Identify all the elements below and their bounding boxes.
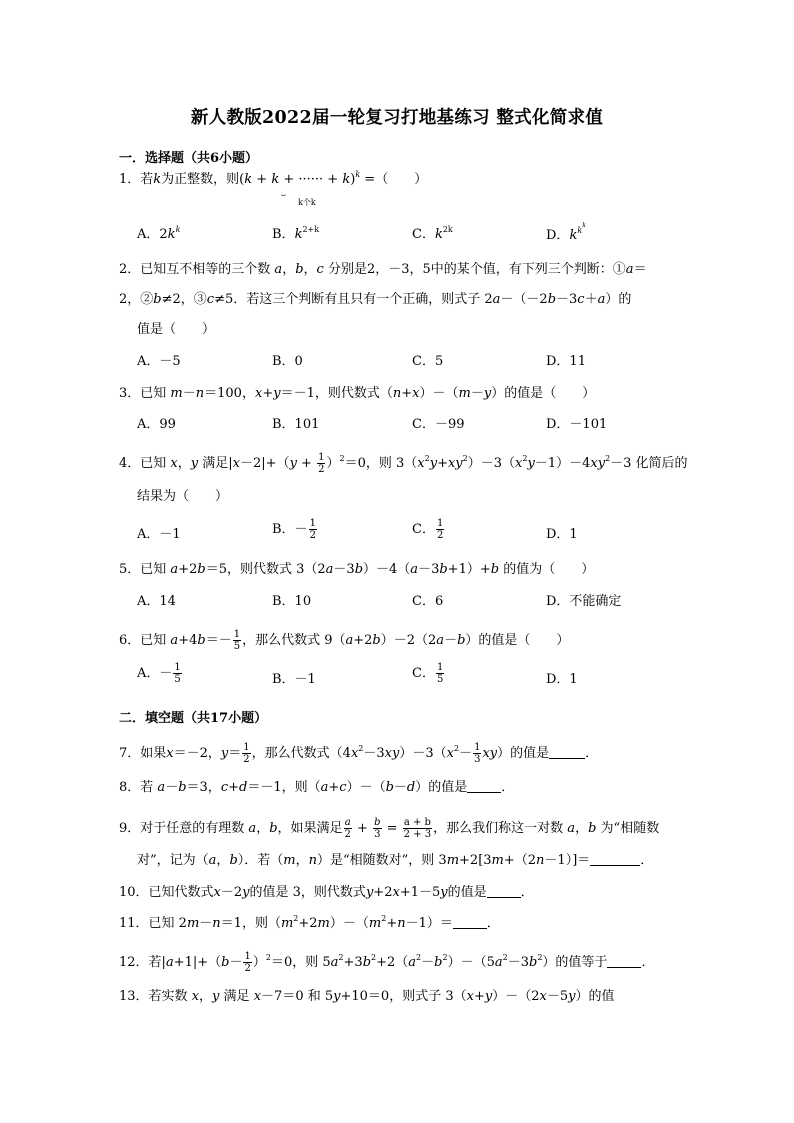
question-8: 8．若 a－b＝3，c+d＝－1，则（a+c）－（b－d）的值是 ． <box>119 780 515 795</box>
q1-option-d: D．$k^{k^k}$ <box>546 222 586 243</box>
q2-option-d: D．11 <box>546 354 586 369</box>
question-2-line-2: 2，②b≠2，③c≠5．若这三个判断有且只有一个正确，则式子 2a－（－2b－3c＋a）的 <box>119 292 632 307</box>
q3-option-a: A．99 <box>137 417 176 432</box>
underbrace-caption: k个k <box>298 198 316 207</box>
question-9-line-1: 9．对于任意的有理数 a，b，如果满足 $\frac{a}{2}$ + $\frac{b}{3}$ = $\frac{a + b}{2 + 3}$ ，那么我们称这一对数 a，b 为“相随数 <box>119 817 660 840</box>
q5-option-c: C．6 <box>412 594 444 609</box>
question-2-line-3: 值是（ ） <box>137 322 216 337</box>
answer-blank[interactable] <box>487 885 521 898</box>
q5-option-a: A．14 <box>137 594 176 609</box>
question-2-line-1: 2．已知互不相等的三个数 a，b，c 分别是2，－3，5中的某个值，有下列三个判断：①a＝ <box>119 262 647 277</box>
answer-blank[interactable] <box>607 955 641 968</box>
q2-option-a: A．－5 <box>137 354 181 369</box>
q4-option-d: D．1 <box>546 527 578 542</box>
answer-blank[interactable] <box>467 780 501 793</box>
question-10: 10．已知代数式x－2y的值是 3，则代数式y+2x+1－5y的值是 ． <box>119 885 534 900</box>
q4-option-b: B．－ $\frac{1}{2}$ <box>272 518 316 541</box>
q6-option-d: D．1 <box>546 672 578 687</box>
q6-option-b: B．－1 <box>272 672 316 687</box>
question-12: 12．若|a+1|+（b－ $\frac{1}{2}$ ）$^2$＝0，则 $5a^2+3b^2+2(a^2-b^2)-(5a^2-3b^2)$的值等于 ． <box>119 951 655 974</box>
q5-option-b: B．10 <box>272 594 312 609</box>
q2-option-c: C．5 <box>412 354 444 369</box>
q3-option-b: B．101 <box>272 417 320 432</box>
answer-blank[interactable] <box>453 916 487 929</box>
q4-option-c: C． $\frac{1}{2}$ <box>412 518 444 541</box>
question-9-line-2: 对”，记为（a，b）．若（m，n）是“相随数对”，则 3m+2[3m+（2n－1）]＝ ． <box>137 853 654 868</box>
q1-option-b: B．$k^{2+k}$ <box>272 225 320 242</box>
question-13: 13．若实数 x，y 满足 x－7＝0 和 5y+10＝0，则式子 3（x+y）－（2x－5y）的值 <box>119 989 615 1004</box>
answer-blank[interactable] <box>590 853 640 866</box>
question-1: 1．若k为正整数，则(k + k + ······ + k)$^k$ =（ ） <box>119 170 428 187</box>
q2-option-b: B．0 <box>272 354 303 369</box>
question-11: 11．已知 2m－n＝1，则$(m^2+2m)-(m^2+n-1)=$ ． <box>119 914 500 931</box>
question-6: 6．已知 a+4b＝－ $\frac{1}{5}$ ，那么代数式 9（a+2b）－2（2a－b）的值是（ ） <box>119 629 570 652</box>
page-title: 新人教版2022届一轮复习打地基练习 整式化简求值 <box>190 108 604 128</box>
q1-option-c: C．$k^{2k}$ <box>412 225 453 242</box>
q6-option-c: C． $\frac{1}{5}$ <box>412 662 444 685</box>
q5-option-d: D．不能确定 <box>546 594 622 609</box>
q1-option-a: A．$2k^k$ <box>137 225 181 242</box>
section-heading-choice: 一．选择题（共6小题） <box>119 151 259 166</box>
q6-option-a: A．－ $\frac{1}{5}$ <box>137 662 181 685</box>
answer-blank[interactable] <box>549 746 585 759</box>
question-3: 3．已知 m－n＝100，x+y＝－1，则代数式（n+x）－（m－y）的值是（ ） <box>119 386 596 401</box>
underbrace-label: ⏟ <box>281 187 286 196</box>
q3-option-c: C．－99 <box>412 417 465 432</box>
question-7: 7．如果x＝－2，y＝ $\frac{1}{2}$ ，那么代数式$(4x^2-3xy)-3(x^2-$ $\frac{1}{3}$ xy）的值是 ． <box>119 742 599 765</box>
question-5: 5．已知 a+2b＝5，则代数式 3（2a－3b）－4（a－3b+1）+b 的值为（ ） <box>119 562 595 577</box>
section-heading-fill: 二．填空题（共17小题） <box>119 711 268 726</box>
fraction-half: $\frac{1}{2}$ <box>318 452 325 475</box>
q4-option-a: A．－1 <box>137 527 181 542</box>
q3-option-d: D．－101 <box>546 417 608 432</box>
question-4-line-2: 结果为（ ） <box>137 489 229 504</box>
question-4-line-1: 4．已知 x，y 满足|x－2|+（y + $\frac{1}{2}$ ）$^2$＝0，则 $3(x^2y+xy^2)-3(x^2y-1)-4xy^2-3$ 化简后的 <box>119 452 688 475</box>
